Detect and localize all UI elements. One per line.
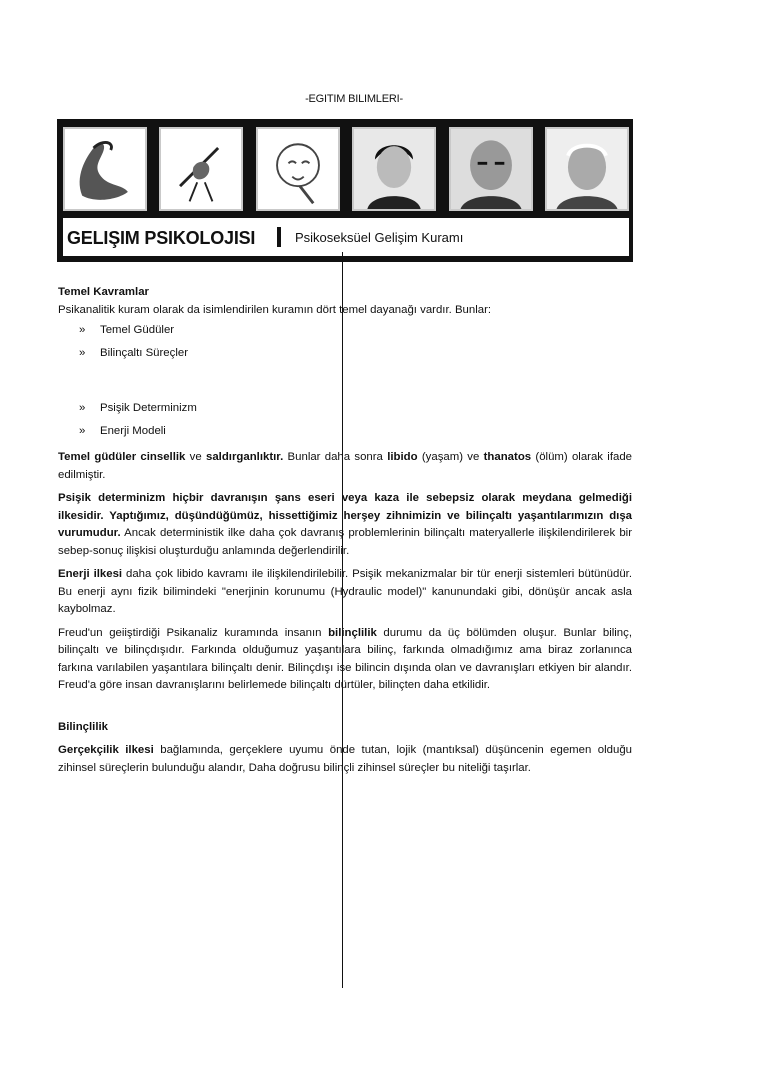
bold-text: Gerçekçilik ilkesi [58, 744, 154, 756]
body-text: bağlamında, gerçeklere uyumu önde tutan, lojik (mantıksal) düşüncenin egemen olduğu zihinsel süreçlerin bulunduğu alandır, Daha doğrusu bilinçli zihinsel süreçler bu niteliği taşırlar. [58, 744, 632, 774]
paragraph-enerji-ilkesi [58, 566, 632, 619]
intro-text: Psikanalitik kuram olarak da isimlendirilen kuramın dört temel dayanağı vardır. Bunlar: [58, 303, 492, 316]
list-item [58, 342, 632, 365]
paragraph-temel-gudüler [58, 449, 632, 484]
photo-illustration-swan [63, 127, 147, 211]
photo-portrait-2 [449, 127, 533, 211]
list-item-label: Enerji Modeli [100, 425, 166, 437]
concept-list-a [58, 319, 632, 365]
bold-text: saldırganlıktır. [206, 451, 284, 463]
document-body [58, 284, 632, 777]
list-item [58, 397, 632, 420]
list-gap [58, 365, 632, 397]
body-text: ve [185, 451, 207, 463]
section-heading-bilinclilik: Bilinçlilik [58, 720, 109, 733]
body-text: (ölüm) olarak ifade edilmiştir. [58, 451, 632, 481]
list-item [58, 420, 632, 443]
bold-text: Enerji ilkesi [58, 568, 123, 580]
banner [57, 119, 633, 262]
photo-portrait-1 [352, 127, 436, 211]
list-item-label: Temel Güdüler [100, 324, 175, 336]
body-text: Ancak deterministik ilke daha çok davranış problemlerinin bilinçaltı materyallerle ilişkilendirilerek bir sebep-sonuç ilişkisi oluşturduğu anlamında değerlendirilir. [58, 527, 632, 557]
photo-portrait-3 [545, 127, 629, 211]
title-bar [63, 218, 629, 256]
body-text: daha çok libido kavramı ile ilişkilendirilebilir. Psişik mekanizmalar bir tür enerji sistemleri bütünüdür. Bu enerji aynı fizik bilimindeki "enerjinin korunumu (Hydraulic model)" kanunundaki gibi, dönüşür ancak asla kaybolmaz. [58, 568, 632, 615]
bold-text: Psişik determinizm hiçbir davranışın şans eseri veya kaza ile sebepsiz olarak meydana gelmediği ilkesidir. Yaptığımız, düşündüğümüz, hissettiğimiz herşey zihnimizin ve bilinçaltı yaşantılarımızın dışa vurumudur. [58, 492, 632, 539]
banner-title: GELIŞIM PSIKOLOJISI [67, 228, 256, 248]
paragraph-psisik-determinizm [58, 490, 632, 560]
bold-text: thanatos [483, 451, 532, 463]
photo-illustration-baby [256, 127, 340, 211]
photo-illustration-stork [159, 127, 243, 211]
list-item-label: Bilinçaltı Süreçler [100, 347, 188, 359]
section-heading-temel-kavramlar: Temel Kavramlar [58, 286, 149, 298]
bold-text: bilinçlilik [328, 626, 377, 639]
bullet-glyph: » [79, 324, 86, 336]
bullet-glyph: » [79, 402, 86, 414]
body-text: Bunlar daha sonra [283, 451, 388, 463]
banner-subtitle: Psikoseksüel Gelişim Kuramı [295, 230, 464, 245]
list-item-label: Psişik Determinizm [100, 402, 197, 414]
body-text: (yaşam) ve [417, 451, 484, 463]
photo-strip [63, 127, 629, 215]
concept-list-b [58, 397, 632, 443]
bullet-glyph: » [79, 425, 86, 437]
bold-text: Temel güdüler cinsellik [58, 451, 186, 463]
title-separator [277, 227, 281, 247]
body-text: durumu da üç bölümden oluşur. Bunlar bilinç, bilinçaltı ve bilinçdışıdır. Farkında olduğumuz yaşantılara bilinç, farkında olmadığımız ama biraz zorlanınca farkına varılabilen yaşantılara bilinçaltı denir. Bilinçdışı ise bilincin dışında olan ve davranışları etkiyen bir alandır. Freud'a göre insan davranışlarını belirlemede bilinçaltı dürtüler, bilinçten daha etkilidir. [58, 626, 632, 691]
list-item [58, 319, 632, 342]
body-text: Freud'un geiiştirdiği Psikanaliz kuramında insanın [58, 626, 329, 639]
paragraph-bilinclilik [58, 625, 632, 695]
bullet-glyph: » [79, 347, 86, 359]
bold-text: libido [387, 451, 418, 463]
paragraph-gercekcilik-ilkesi [58, 742, 632, 777]
header-label: -EGITIM BILIMLERI- [305, 93, 403, 105]
